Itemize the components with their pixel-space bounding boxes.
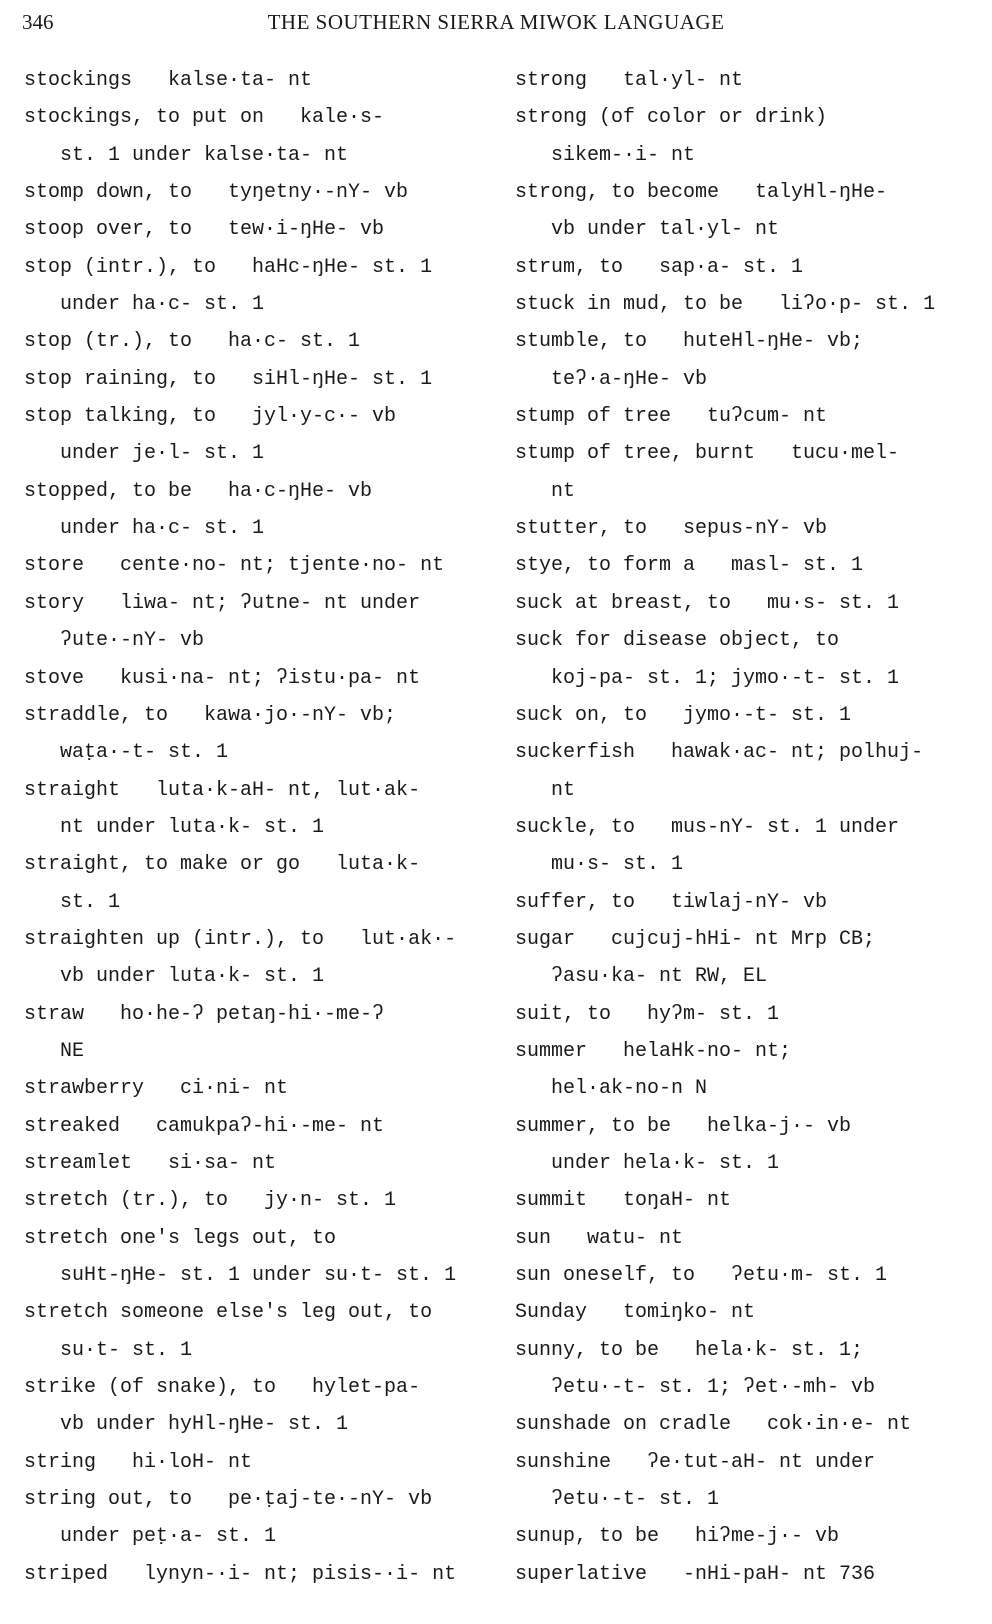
entry-continuation-line: vb under hyHl-ŋHe- st. 1 (60, 1413, 349, 1437)
entry-line: superlative -nHi-paH- nt 736 (515, 1562, 876, 1586)
entry-line: stretch (tr.), to jy·n- st. 1 (24, 1189, 397, 1213)
entry-continuation-line: mu·s- st. 1 (551, 853, 684, 877)
page-header (0, 8, 992, 38)
entry-continuation-line: st. 1 under kalse·ta- nt (60, 143, 349, 167)
entry-line: streamlet si·sa- nt (24, 1151, 277, 1175)
entry-line: stump of tree, burnt tucu·mel- (515, 442, 900, 466)
entry-continuation-line: hel·ak-no-n N (551, 1077, 708, 1101)
entry-line: string hi·loH- nt (24, 1450, 253, 1474)
entry-line: straight, to make or go luta·k- (24, 853, 421, 877)
entry-line: strum, to sap·a- st. 1 (515, 255, 804, 279)
entry-line: stop (intr.), to haHc-ŋHe- st. 1 (24, 255, 433, 279)
entry-continuation-line: sikem-·i- nt (551, 143, 696, 167)
left-column (24, 62, 494, 1593)
entry-line: sunup, to be hiʔme-j·- vb (515, 1525, 840, 1549)
entry-line: stop (tr.), to ha·c- st. 1 (24, 330, 361, 354)
entry-line: strong tal·yl- nt (515, 69, 744, 92)
entry-continuation-line: under ha·c- st. 1 (60, 293, 265, 317)
entry-line: stump of tree tuʔcum- nt (515, 405, 828, 429)
entry-continuation-line: under hela·k- st. 1 (551, 1151, 780, 1175)
entry-line: stretch one's legs out, to (24, 1226, 337, 1250)
entry-line: string out, to pe·ṭaj-te·-nY- vb (24, 1488, 433, 1512)
entry-line: stutter, to sepus-nY- vb (515, 517, 828, 541)
right-column (515, 62, 985, 1593)
entry-continuation-line: NE (60, 1039, 85, 1063)
entry-line: suit, to hyʔm- st. 1 (515, 1002, 780, 1026)
entry-line: sun oneself, to ʔetu·m- st. 1 (515, 1264, 888, 1287)
entry-continuation-line: ʔetu·-t- st. 1 (551, 1488, 720, 1512)
entry-continuation-line: nt under luta·k- st. 1 (60, 815, 325, 839)
entry-line: sunshade on cradle cok·in·e- nt (515, 1413, 912, 1437)
entry-continuation-line: ʔasu·ka- nt RW, EL (551, 965, 768, 989)
entry-line: suck at breast, to mu·s- st. 1 (515, 591, 900, 615)
entry-line: stomp down, to tyŋetny·-nY- vb (24, 181, 409, 205)
entry-line: strong, to become talyHl-ŋHe- (515, 181, 888, 205)
entry-continuation-line: under ha·c- st. 1 (60, 517, 265, 541)
entry-line: stop raining, to siHl-ŋHe- st. 1 (24, 367, 433, 391)
entry-line: sunshine ʔe·tut-aH- nt under (515, 1450, 876, 1474)
entry-continuation-line: waṭa·-t- st. 1 (60, 741, 229, 765)
entry-line: streaked camukpaʔ-hi·-me- nt (24, 1114, 385, 1138)
running-title: THE SOUTHERN SIERRA MIWOK LANGUAGE (267, 10, 725, 34)
entry-line: strong (of color or drink) (515, 106, 828, 130)
page-number: 346 (22, 10, 54, 34)
entry-line: stoop over, to tew·i-ŋHe- vb (24, 218, 385, 242)
entry-line: sun watu- nt (515, 1226, 684, 1250)
entry-continuation-line: nt (551, 778, 576, 802)
entry-line: suck on, to jymo·-t- st. 1 (515, 703, 852, 727)
entry-line: summit toŋaH- nt (515, 1189, 732, 1213)
entry-line: straighten up (intr.), to lut·ak·- (24, 927, 457, 951)
entry-continuation-line: ʔute·-nY- vb (60, 629, 205, 653)
entry-line: strike (of snake), to hylet-pa- (24, 1376, 421, 1400)
entry-continuation-line: teʔ·a-ŋHe- vb (551, 367, 708, 391)
entry-line: straw ho·he-ʔ petaŋ-hi·-me-ʔ (24, 1002, 385, 1026)
entry-line: store cente·no- nt; tjente·no- nt (24, 554, 445, 578)
entry-continuation-line: ʔetu·-t- st. 1; ʔet·-mh- vb (551, 1376, 876, 1400)
entry-continuation-line: su·t- st. 1 (60, 1338, 193, 1362)
entry-continuation-line: under je·l- st. 1 (60, 442, 265, 466)
entry-line: straddle, to kawa·jo·-nY- vb; (24, 703, 397, 727)
entry-line: summer helaHk-no- nt; (515, 1039, 792, 1063)
entry-line: suck for disease object, to (515, 629, 840, 653)
entry-line: stockings, to put on kale·s- (24, 106, 385, 130)
entry-line: summer, to be helka-j·- vb (515, 1114, 852, 1138)
entry-line: stretch someone else's leg out, to (24, 1301, 433, 1325)
entry-line: stopped, to be ha·c-ŋHe- vb (24, 479, 373, 503)
entry-line: stuck in mud, to be liʔo·p- st. 1 (515, 293, 936, 317)
entry-continuation-line: vb under tal·yl- nt (551, 218, 780, 242)
entry-continuation-line: nt (551, 479, 576, 503)
entry-line: suckerfish hawak·ac- nt; polhuj- (515, 741, 924, 765)
entry-line: straight luta·k-aH- nt, lut·ak- (24, 778, 421, 802)
entry-line: Sunday tomiŋko- nt (515, 1301, 756, 1325)
entry-line: sugar cujcuj-hHi- nt Mrp CB; (515, 927, 876, 951)
entry-line: sunny, to be hela·k- st. 1; (515, 1338, 864, 1362)
entry-line: stumble, to huteHl-ŋHe- vb; (515, 330, 864, 354)
entry-continuation-line: suHt-ŋHe- st. 1 under su·t- st. 1 (60, 1264, 457, 1287)
entry-line: stye, to form a masl- st. 1 (515, 554, 864, 578)
entry-continuation-line: vb under luta·k- st. 1 (60, 965, 325, 989)
entry-line: strawberry ci·ni- nt (24, 1077, 289, 1101)
entry-continuation-line: koj-pa- st. 1; jymo·-t- st. 1 (551, 666, 900, 690)
entry-continuation-line: under peṭ·a- st. 1 (60, 1525, 277, 1549)
entry-line: story liwa- nt; ʔutne- nt under (24, 591, 421, 615)
entry-line: stop talking, to jyl·y-c·- vb (24, 405, 397, 429)
entry-line: striped lynyn-·i- nt; pisis-·i- nt (24, 1562, 457, 1586)
entry-line: suffer, to tiwlaj-nY- vb (515, 890, 828, 914)
entry-line: stove kusi·na- nt; ʔistu·pa- nt (24, 666, 421, 690)
entry-continuation-line: st. 1 (60, 890, 121, 914)
entry-line: suckle, to mus-nY- st. 1 under (515, 815, 900, 839)
entry-line: stockings kalse·ta- nt (24, 69, 313, 92)
